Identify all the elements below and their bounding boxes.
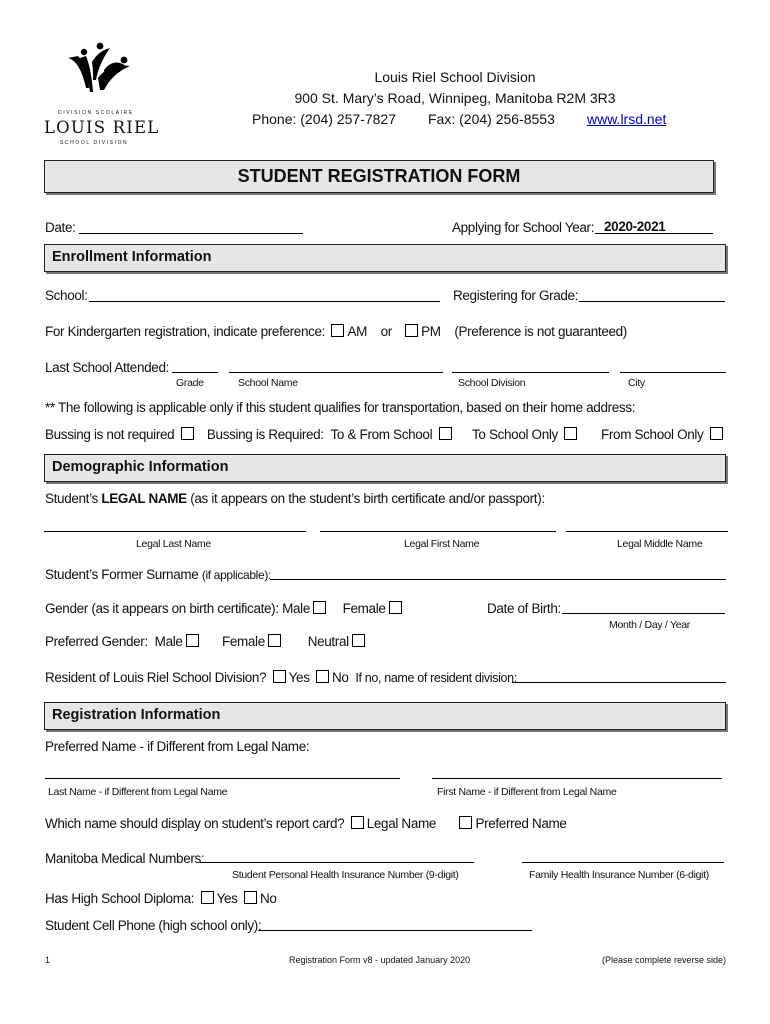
legal-name-instruction [45, 491, 545, 506]
school-year-label: Applying for School Year: [452, 220, 595, 235]
caption-phin: Student Personal Health Insurance Number (9-digit) [232, 869, 459, 881]
gender-female-checkbox[interactable] [389, 601, 402, 614]
demographic-section-header [44, 454, 726, 482]
org-name: Louis Riel School Division [374, 69, 536, 85]
legal-name-suffix: (as it appears on the student’s birth certificate and/or passport): [190, 491, 545, 506]
to-from-school-label: To & From School [330, 427, 433, 442]
family-health-field[interactable] [522, 862, 724, 863]
enrollment-heading: Enrollment Information [52, 249, 212, 265]
grade-label: Registering for Grade: [453, 288, 579, 303]
diploma-row [45, 891, 277, 906]
pg-female-label: Female [221, 634, 265, 649]
pg-neutral-checkbox[interactable] [352, 634, 365, 647]
legal-first-name-field[interactable] [320, 531, 556, 532]
resident-row [45, 670, 517, 685]
org-phone: Phone: (204) 257-7827 [252, 111, 396, 127]
org-address: 900 St. Mary’s Road, Winnipeg, Manitoba R2M 3R3 [294, 90, 616, 106]
resident-division-label: If no, name of resident division: [355, 671, 517, 685]
to-from-school-checkbox[interactable] [439, 427, 452, 440]
legal-name-bold: LEGAL NAME [101, 491, 187, 506]
from-school-only-label: From School Only [601, 427, 704, 442]
pg-female-checkbox[interactable] [268, 634, 281, 647]
website-link[interactable]: www.lrsd.net [587, 111, 667, 127]
page-number: 1 [45, 955, 50, 965]
gender-male-label: Male [282, 601, 310, 616]
caption-school-name: School Name [238, 377, 298, 389]
pm-checkbox[interactable] [405, 324, 418, 337]
am-label: AM [347, 324, 368, 339]
diploma-label: Has High School Diploma: [45, 891, 195, 906]
am-checkbox[interactable] [331, 324, 344, 337]
legal-last-name-field[interactable] [44, 531, 306, 532]
caption-school-division: School Division [458, 377, 526, 389]
preferred-name-label: Preferred Name - if Different from Legal Name: [45, 739, 310, 754]
preferred-gender-row [45, 634, 368, 649]
preferred-last-name-field[interactable] [45, 778, 400, 779]
cell-phone-field[interactable] [258, 930, 532, 931]
legal-name-prefix: Student’s [45, 491, 98, 506]
from-school-only-checkbox[interactable] [710, 427, 723, 440]
grade-field[interactable] [579, 301, 725, 302]
preferred-name-checkbox[interactable] [459, 816, 472, 829]
medical-label: Manitoba Medical Numbers: [45, 851, 205, 866]
logo-bottom-text: SCHOOL DIVISION [60, 140, 129, 146]
last-school-division-field[interactable] [452, 372, 609, 373]
legal-name-checkbox[interactable] [351, 816, 364, 829]
caption-last-diff: Last Name - if Different from Legal Name [48, 786, 228, 798]
gender-female-label: Female [342, 601, 386, 616]
former-surname-row [45, 567, 271, 582]
legal-name-option: Legal Name [366, 816, 437, 831]
preferred-name-option: Preferred Name [475, 816, 567, 831]
pg-neutral-label: Neutral [307, 634, 349, 649]
preferred-gender-label: Preferred Gender: [45, 634, 148, 649]
last-school-grade-field[interactable] [172, 372, 218, 373]
gender-label: Gender (as it appears on birth certificate): [45, 601, 279, 616]
form-title: STUDENT REGISTRATION FORM [237, 166, 521, 186]
reverse-side-note: (Please complete reverse side) [602, 955, 727, 965]
form-title-bar [44, 160, 714, 193]
caption-city: City [628, 377, 645, 389]
pm-label: PM [421, 324, 441, 339]
diploma-no-label: No [259, 891, 277, 906]
phin-field[interactable] [200, 862, 474, 863]
school-label: School: [45, 288, 88, 303]
caption-family-health: Family Health Insurance Number (6-digit) [529, 869, 709, 881]
last-school-name-field[interactable] [229, 372, 443, 373]
report-card-row [45, 816, 567, 831]
diploma-yes-checkbox[interactable] [201, 891, 214, 904]
logo-top-text: DIVISION SCOLAIRE [58, 110, 134, 116]
bus-not-required-checkbox[interactable] [181, 427, 194, 440]
resident-yes-label: Yes [288, 670, 310, 685]
demographic-heading: Demographic Information [52, 459, 229, 475]
preferred-first-name-field[interactable] [432, 778, 722, 779]
gender-male-checkbox[interactable] [313, 601, 326, 614]
registration-section-header [44, 702, 726, 730]
kindergarten-row [45, 324, 627, 339]
school-year-value: 2020-2021 [604, 219, 666, 234]
last-school-city-field[interactable] [620, 372, 726, 373]
school-logo [44, 40, 160, 148]
bus-required-label: Bussing is Required: [206, 427, 324, 442]
cell-phone-label: Student Cell Phone (high school only): [45, 918, 262, 933]
dob-label: Date of Birth: [487, 601, 561, 616]
resident-no-label: No [332, 670, 349, 685]
pg-male-label: Male [154, 634, 183, 649]
bus-not-required-label: Bussing is not required [45, 427, 175, 442]
diploma-no-checkbox[interactable] [244, 891, 257, 904]
dob-caption: Month / Day / Year [609, 619, 690, 631]
former-surname-label: Student’s Former Surname [45, 567, 199, 582]
to-school-only-option [472, 427, 580, 442]
form-version: Registration Form v8 - updated January 2020 [289, 955, 471, 965]
transport-note: ** The following is applicable only if this student qualifies for transportation, based on their home address: [45, 400, 636, 415]
resident-division-field[interactable] [512, 682, 726, 683]
caption-legal-middle: Legal Middle Name [617, 538, 703, 550]
legal-middle-name-field[interactable] [566, 531, 728, 532]
kindergarten-label: For Kindergarten registration, indicate preference: [45, 324, 326, 339]
caption-legal-last: Legal Last Name [136, 538, 211, 550]
dob-field[interactable] [562, 613, 725, 614]
pg-male-checkbox[interactable] [186, 634, 199, 647]
date-label: Date: [45, 220, 76, 235]
former-surname-note: (if applicable): [201, 568, 271, 582]
registration-heading: Registration Information [52, 707, 221, 723]
school-field[interactable] [89, 301, 440, 302]
to-school-only-checkbox[interactable] [564, 427, 577, 440]
caption-first-diff: First Name - if Different from Legal Name [437, 786, 617, 798]
caption-grade: Grade [176, 377, 204, 389]
to-school-only-label: To School Only [472, 427, 558, 442]
or-label: or [380, 324, 392, 339]
logo-name: LOUIS RIEL [44, 118, 160, 137]
former-surname-field[interactable] [270, 579, 726, 580]
resident-no-checkbox[interactable] [316, 670, 329, 683]
last-school-label: Last School Attended: [45, 360, 169, 375]
org-fax: Fax: (204) 256-8553 [428, 111, 555, 127]
logo-figures-icon [44, 40, 156, 102]
resident-label: Resident of Louis Riel School Division? [45, 670, 267, 685]
date-field[interactable] [79, 233, 303, 234]
preference-note: (Preference is not guaranteed) [454, 324, 627, 339]
resident-yes-checkbox[interactable] [273, 670, 286, 683]
gender-row [45, 601, 405, 616]
report-card-label: Which name should display on student’s report card? [45, 816, 345, 831]
diploma-yes-label: Yes [216, 891, 238, 906]
from-school-only-option [601, 427, 726, 442]
caption-legal-first: Legal First Name [404, 538, 480, 550]
enrollment-section-header [44, 244, 726, 272]
